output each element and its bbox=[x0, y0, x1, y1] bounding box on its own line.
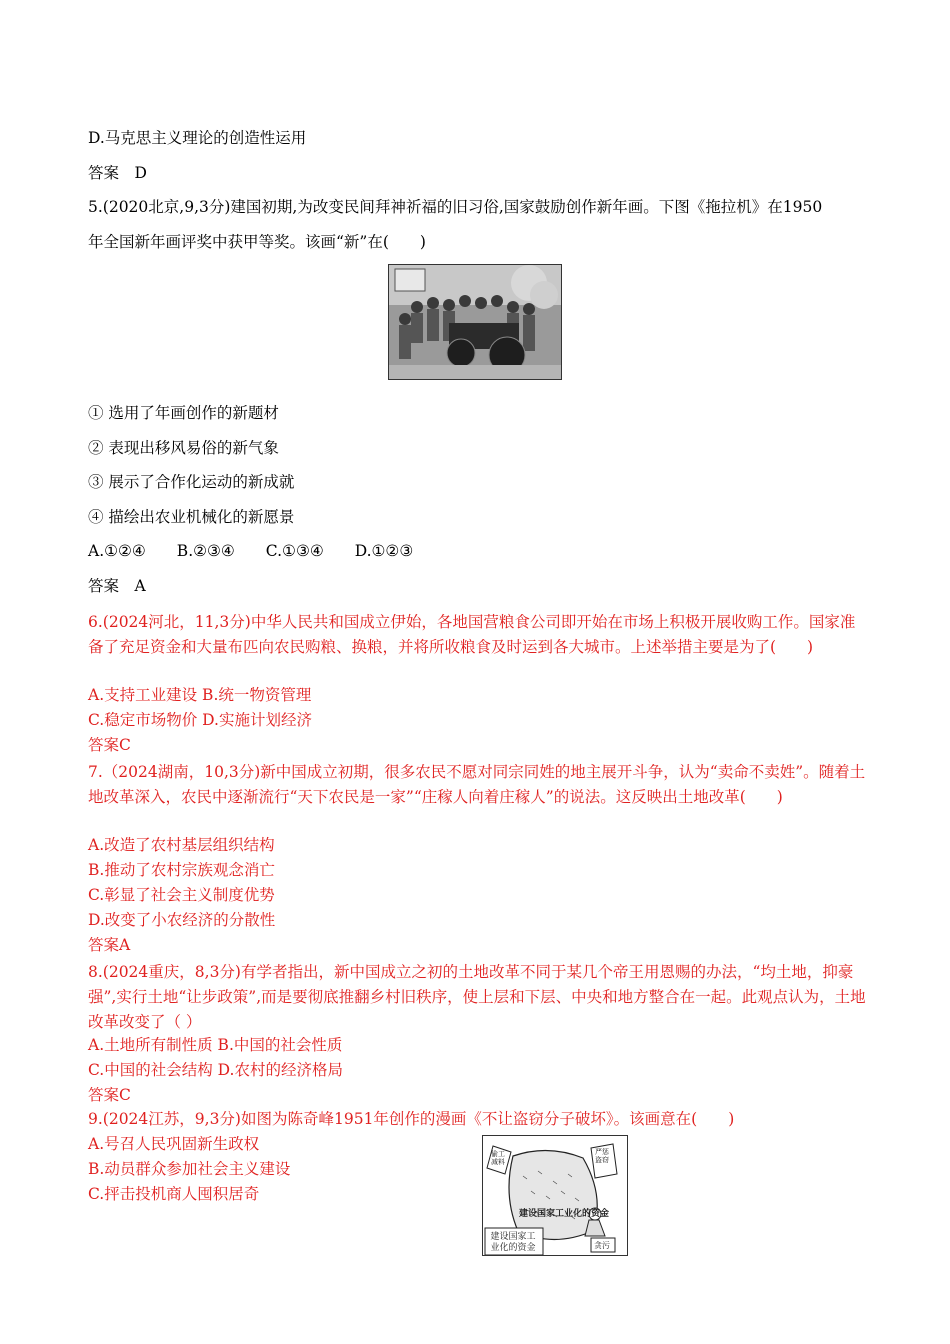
question-5-line1: 5.(2020北京,9,3分)建国初期,为改变民间拜神祈福的旧习俗,国家鼓励创作新年画。下图《拖拉机》在1950 bbox=[88, 198, 823, 216]
answer-q5: 答案 A bbox=[88, 577, 146, 595]
options-q6-cd: C.稳定市场物价 D.实施计划经济 bbox=[88, 711, 312, 729]
option-b-q7: B.推动了农村宗族观念消亡 bbox=[88, 861, 275, 879]
cartoon-tag-1: 偷工减料 bbox=[491, 1150, 505, 1166]
tractor-painting-image bbox=[388, 264, 562, 380]
statement-1: ① 选用了年画创作的新题材 bbox=[88, 404, 279, 422]
answer-q7: 答案A bbox=[88, 936, 131, 954]
question-5-line2: 年全国新年画评奖中获甲等奖。该画“新”在( ) bbox=[88, 233, 426, 251]
question-7: 7.（2024湖南，10,3分)新中国成立初期，很多农民不愿对同宗同姓的地主展开斗争，认为“卖命不卖姓”。随着土地改革深入，农民中逐渐流行“天下农民是一家”“庄稼人向着庄稼人”的说法。这反映出土地改革( ) bbox=[88, 763, 866, 806]
option-b-q9: B.动员群众参加社会主义建设 bbox=[88, 1160, 291, 1178]
cartoon-box-label: 建设国家工业化的资金 bbox=[490, 1232, 536, 1253]
answer-q8: 答案C bbox=[88, 1086, 131, 1104]
answer-q4: 答案 D bbox=[88, 164, 147, 182]
options-q5: A.①②④ B.②③④ C.①③④ D.①②③ bbox=[88, 542, 414, 560]
statement-3: ③ 展示了合作化运动的新成就 bbox=[88, 473, 295, 491]
option-a-q7: A.改造了农村基层组织结构 bbox=[88, 836, 275, 854]
cartoon-image bbox=[482, 1135, 628, 1256]
tractor-painting-illustration bbox=[389, 265, 562, 380]
cartoon-sack-label: 建设国家工业化的资金 bbox=[519, 1209, 610, 1219]
option-c-q7: C.彰显了社会主义制度优势 bbox=[88, 886, 275, 904]
question-8: 8.(2024重庆，8,3分)有学者指出，新中国成立之初的土地改革不同于某几个帝王用恩赐的办法，“均土地，抑豪强”,实行土地“让步政策”,而是要彻底推翻乡村旧秩序，使上层和下层、中央和地方整合在一起。此观点认为，土地改革改变了（ ） bbox=[88, 963, 866, 1031]
cartoon-tag-3: 贪污 bbox=[594, 1241, 610, 1250]
cartoon-tag-2: 严惩盗窃 bbox=[595, 1148, 609, 1164]
question-6: 6.(2024河北，11,3分)中华人民共和国成立伊始，各地国营粮食公司即开始在市场上积极开展收购工作。国家准备了充足资金和大量布匹向农民购粮、换粮，并将所收粮食及时运到各大城市。上述举措主要是为了( ) bbox=[88, 613, 856, 656]
option-a-q9: A.号召人民巩固新生政权 bbox=[88, 1135, 260, 1153]
answer-q6: 答案C bbox=[88, 736, 131, 754]
statement-4: ④ 描绘出农业机械化的新愿景 bbox=[88, 508, 295, 526]
question-9: 9.(2024江苏，9,3分)如图为陈奇峰1951年创作的漫画《不让盗窃分子破坏》。该画意在( ) bbox=[88, 1110, 735, 1128]
option-c-q9: C.抨击投机商人囤积居奇 bbox=[88, 1185, 260, 1203]
option-d-q7: D.改变了小农经济的分散性 bbox=[88, 911, 276, 929]
options-q8-cd: C.中国的社会结构 D.农村的经济格局 bbox=[88, 1061, 343, 1079]
options-q8-ab: A.土地所有制性质 B.中国的社会性质 bbox=[88, 1036, 343, 1054]
option-d-q4: D.马克思主义理论的创造性运用 bbox=[88, 129, 307, 147]
statement-2: ② 表现出移风易俗的新气象 bbox=[88, 439, 279, 457]
options-q6-ab: A.支持工业建设 B.统一物资管理 bbox=[88, 686, 312, 704]
